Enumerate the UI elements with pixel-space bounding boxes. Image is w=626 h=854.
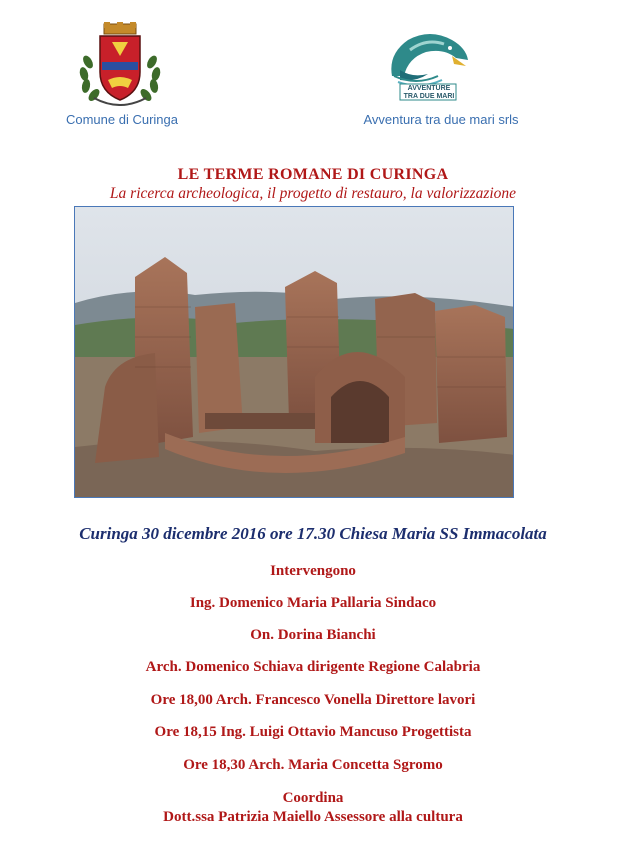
program-line-coordina: Coordina — [282, 790, 344, 806]
program-line-sindaco: Ing. Domenico Maria Pallaria Sindaco — [189, 595, 437, 611]
program-line-maiello: Dott.ssa Patrizia Maiello Assessore alla cultura — [163, 809, 463, 825]
event-subtitle: La ricerca archeologica, il progetto di restauro, la valorizzazione — [109, 185, 517, 202]
dolphin-logo-text-line2: TRA DUE MARI — [403, 93, 455, 100]
program-line-intervengono: Intervengono — [270, 563, 356, 579]
program-line-bianchi: On. Dorina Bianchi — [250, 627, 376, 643]
event-title: LE TERME ROMANE DI CURINGA — [177, 166, 449, 183]
program-line-schiava: Arch. Domenico Schiava dirigente Regione Calabria — [145, 659, 481, 675]
comune-coat-of-arms — [72, 22, 168, 106]
dolphin-logo-text-line1: AVVENTURE — [407, 85, 451, 92]
program-line-vonella: Ore 18,00 Arch. Francesco Vonella Direttore lavori — [150, 692, 476, 708]
roman-baths-photo — [74, 206, 514, 498]
program-line-mancuso: Ore 18,15 Ing. Luigi Ottavio Mancuso Progettista — [154, 724, 472, 740]
avventura-caption: Avventura tra due mari srls — [363, 112, 519, 127]
comune-caption: Comune di Curinga — [65, 112, 178, 127]
event-date-location: Curinga 30 dicembre 2016 ore 17.30 Chiesa Maria SS Immacolata — [79, 524, 547, 543]
program-line-sgromo: Ore 18,30 Arch. Maria Concetta Sgromo — [183, 757, 443, 773]
